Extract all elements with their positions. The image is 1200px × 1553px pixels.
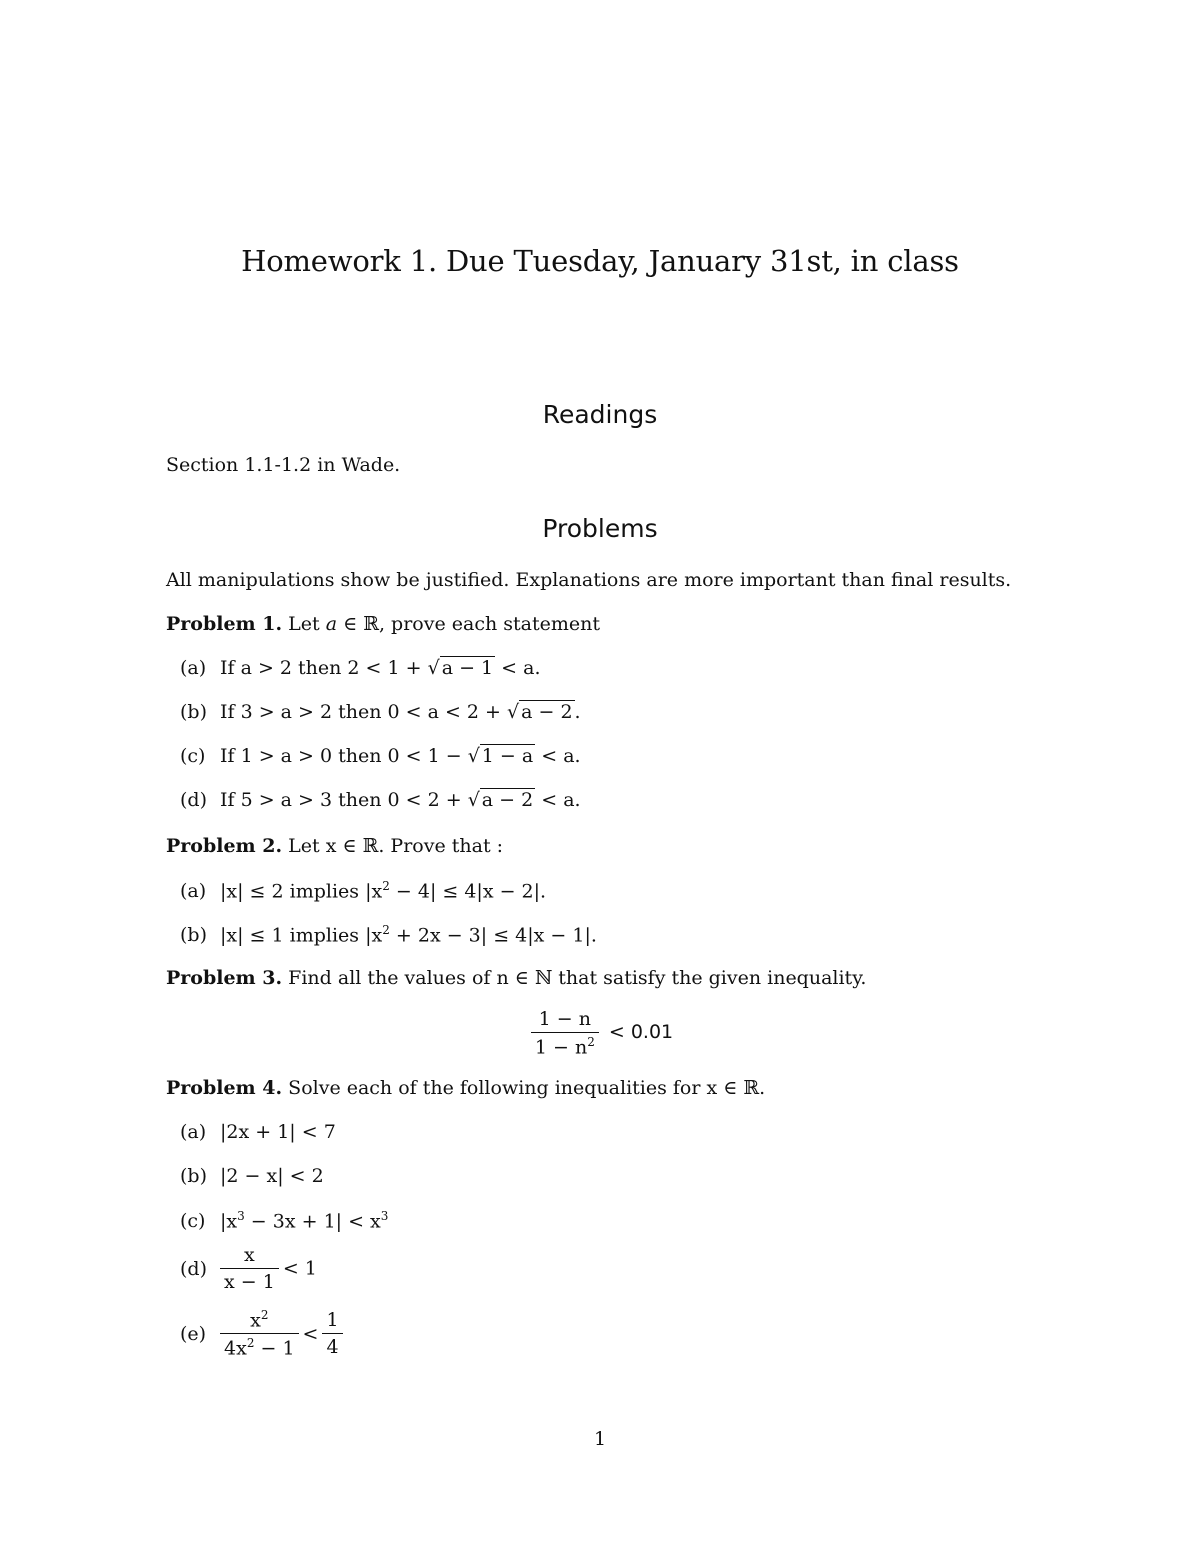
item-text: |2 − x| < 2 — [220, 1165, 324, 1187]
problem-2-label: Problem 2. — [166, 835, 283, 857]
denominator — [531, 1033, 599, 1058]
readings-text: Section 1.1-1.2 in Wade. — [166, 454, 401, 476]
item-text: |2x + 1| < 7 — [220, 1121, 336, 1143]
item-label: (c) — [180, 745, 206, 767]
problem-2-item-a — [180, 879, 546, 902]
radicand: 1 − a — [481, 745, 534, 767]
problem-4-item-e — [180, 1308, 347, 1360]
problem-3 — [166, 967, 866, 989]
problem-3-inequality — [0, 1008, 1200, 1058]
fraction — [531, 1008, 599, 1058]
exponent: 3 — [380, 1209, 389, 1223]
page-title: Homework 1. Due Tuesday, January 31st, in class — [241, 244, 959, 278]
problem-2 — [166, 835, 503, 857]
problems-intro: All manipulations show be justified. Explanations are more important than final results. — [166, 569, 1012, 591]
denominator: x − 1 — [224, 1271, 275, 1293]
problem-4-item-d — [180, 1244, 317, 1293]
item-text-post: + 2x − 3| ≤ 4|x − 1|. — [389, 924, 597, 947]
radical-sign: √ — [467, 745, 480, 767]
item-text: If 3 > a > 2 then 0 < a < 2 + — [220, 701, 508, 723]
problem-1-text-a: Let — [288, 613, 326, 635]
problem-4-label: Problem 4. — [166, 1077, 283, 1099]
problem-3-label: Problem 3. — [166, 967, 283, 989]
problem-1-var: a — [325, 613, 338, 635]
problem-1-item-b — [180, 701, 581, 723]
item-text: If 5 > a > 3 then 0 < 2 + — [220, 789, 468, 811]
exponent: 2 — [260, 1308, 269, 1322]
rhs: < 0.01 — [608, 1021, 674, 1044]
radical-sign: √ — [467, 789, 480, 811]
problem-2-text: Let x ∈ ℝ. Prove that : — [288, 835, 504, 857]
denominator-text: 1 − n — [534, 1036, 588, 1059]
denominator — [220, 1334, 299, 1359]
exponent: 2 — [382, 923, 390, 937]
exponent: 2 — [382, 879, 390, 893]
problems-heading: Problems — [542, 514, 658, 543]
rhs: < 1 — [282, 1257, 317, 1280]
denominator: 4 — [326, 1336, 339, 1359]
problem-4-item-c — [180, 1209, 388, 1232]
item-text-mid: − 3x + 1| < x — [244, 1210, 381, 1233]
item-label: (e) — [180, 1322, 207, 1345]
fraction — [220, 1244, 279, 1293]
radical-sign: √ — [427, 657, 440, 679]
less-than: < — [302, 1322, 319, 1345]
numerator: 1 — [322, 1309, 342, 1334]
numerator — [220, 1308, 299, 1334]
radicand: a − 2 — [521, 701, 573, 723]
item-text-post: < a. — [495, 657, 541, 679]
item-text-post: . — [574, 701, 581, 723]
numerator: 1 − n — [531, 1008, 599, 1033]
item-text: |x| ≤ 1 implies |x — [220, 924, 383, 947]
problem-1-text-b: ∈ ℝ, prove each statement — [337, 613, 600, 635]
radicand: a − 1 — [441, 657, 494, 679]
problem-4-item-b — [180, 1165, 324, 1187]
fraction-right — [322, 1309, 342, 1358]
problem-4-text: Solve each of the following inequalities for x ∈ ℝ. — [288, 1077, 766, 1099]
radicand: a − 2 — [481, 789, 534, 811]
problem-1-item-a — [180, 657, 541, 679]
radical-sign: √ — [507, 701, 520, 723]
item-text-post: − 4| ≤ 4|x − 2|. — [389, 880, 547, 903]
readings-heading: Readings — [542, 400, 658, 429]
sqrt — [507, 701, 575, 723]
numerator-text: x — [250, 1309, 261, 1332]
problem-1-item-c — [180, 745, 581, 767]
problem-2-item-b — [180, 923, 597, 946]
item-text-post: < a. — [535, 745, 581, 767]
sqrt — [428, 657, 496, 679]
item-text: If a > 2 then 2 < 1 + — [220, 657, 428, 679]
problem-4 — [166, 1077, 765, 1099]
page-number: 1 — [593, 1428, 607, 1450]
item-text: |x| ≤ 2 implies |x — [220, 880, 383, 903]
item-label: (a) — [180, 1121, 207, 1143]
denominator-text-post: − 1 — [254, 1337, 295, 1360]
item-label: (a) — [180, 657, 207, 679]
item-label: (b) — [180, 701, 207, 723]
sqrt — [468, 789, 536, 811]
item-text-post: < a. — [535, 789, 581, 811]
item-label: (b) — [180, 924, 207, 947]
item-text: |x — [220, 1210, 238, 1233]
problem-4-item-a — [180, 1121, 336, 1143]
item-label: (d) — [180, 1257, 207, 1280]
exponent: 3 — [237, 1209, 245, 1223]
problem-1 — [166, 613, 600, 635]
item-label: (b) — [180, 1165, 207, 1187]
item-text: If 1 > a > 0 then 0 < 1 − — [220, 745, 468, 767]
item-label: (d) — [180, 789, 207, 811]
fraction-left — [220, 1308, 299, 1360]
exponent: 2 — [246, 1336, 255, 1351]
denominator-text: 4x — [224, 1337, 247, 1360]
numerator: x — [220, 1244, 279, 1269]
problem-1-label: Problem 1. — [166, 613, 283, 635]
exponent: 2 — [587, 1035, 595, 1049]
problem-3-text: Find all the values of n ∈ ℕ that satisfy the given inequality. — [288, 967, 867, 989]
problem-1-item-d — [180, 789, 581, 811]
item-label: (c) — [180, 1210, 206, 1233]
item-label: (a) — [180, 880, 207, 903]
sqrt — [468, 745, 536, 767]
